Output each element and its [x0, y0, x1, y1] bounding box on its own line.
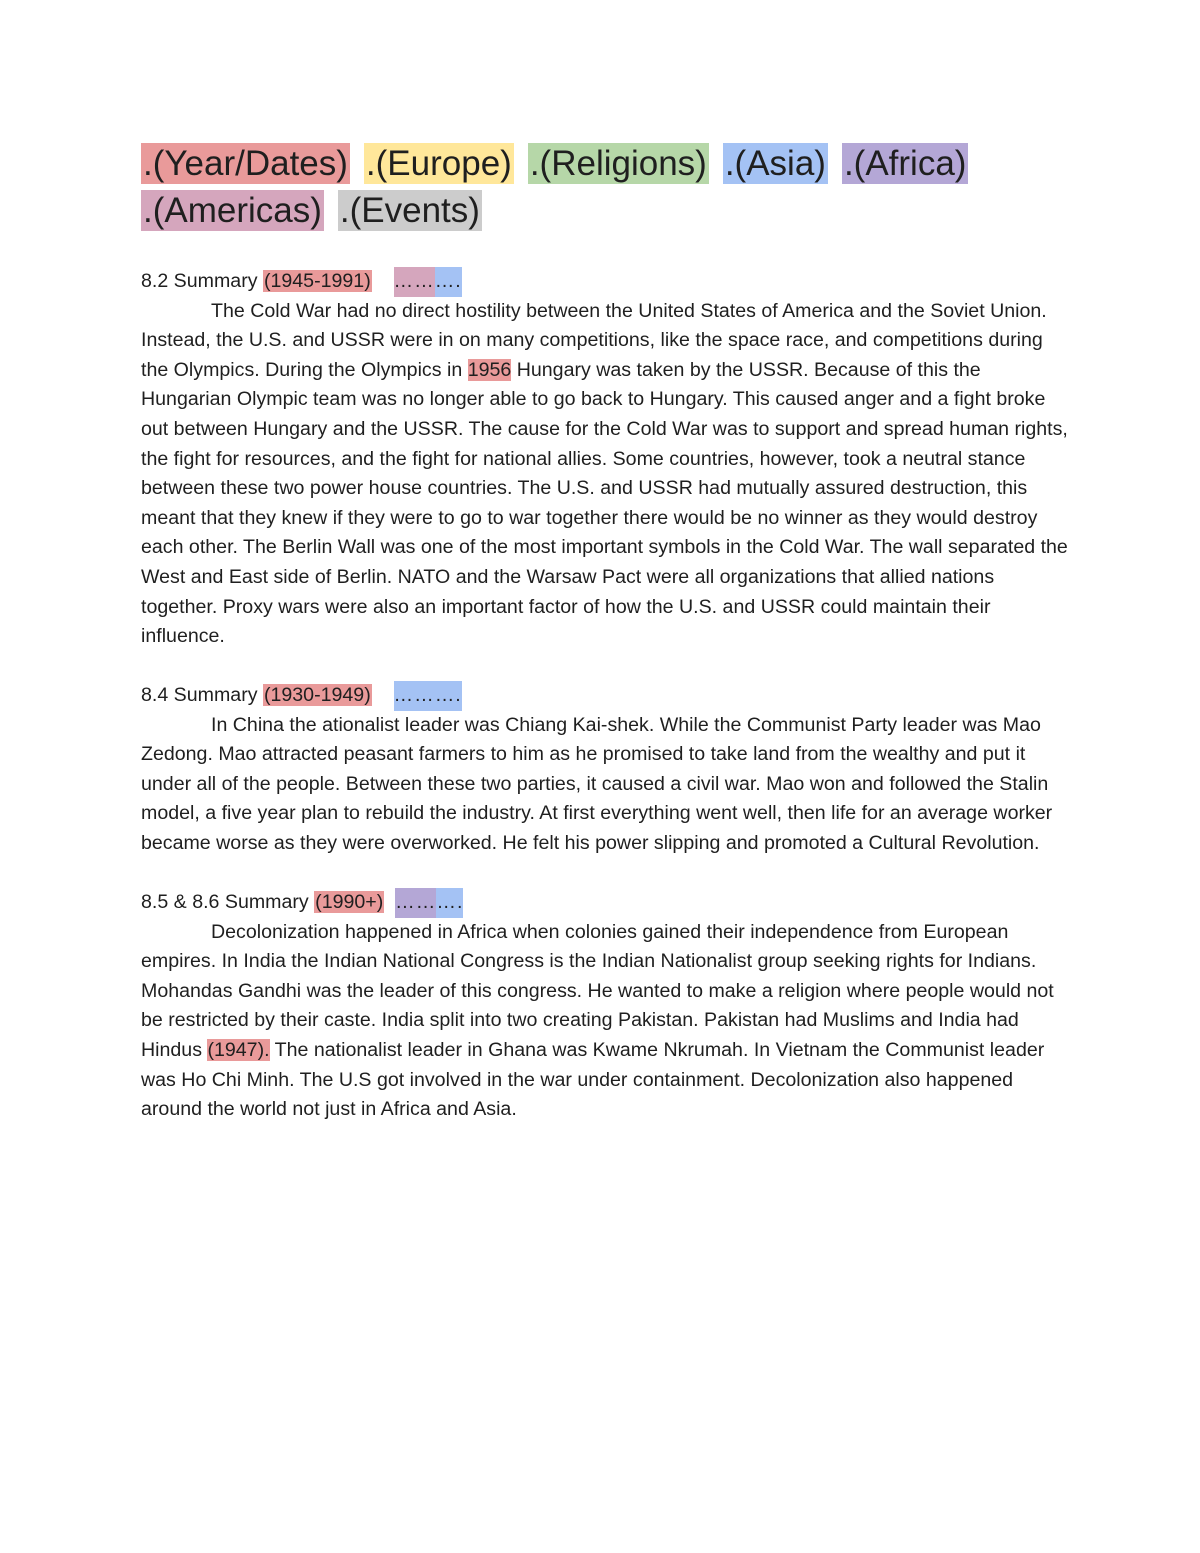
section-title: 8.4 Summary: [141, 684, 258, 707]
year-highlight: 1956: [467, 358, 512, 381]
date-range-highlight: (1990+): [315, 891, 384, 914]
section-heading: [141, 888, 1071, 918]
body-text-part: The nationalist leader in Ghana was Kwame Nkrumah. In Vietnam the Communist leader was Ho Chi Minh. The U.S got involved in the war under containment. Decolonization also happened around the world not just in Africa and Asia.: [141, 1039, 1045, 1121]
section-8-2: [141, 267, 1071, 652]
asia-marker: ….: [435, 267, 462, 297]
legend-africa: .(Africa): [843, 144, 967, 183]
body-text-part: Decolonization happened in Africa when colonies gained their independence from European empires. In India the Indian National Congress is the Indian Nationalist group seeking rights for Indians. Mohandas Gandhi was the leader of this congress. He wanted to make a religion where people would not be restricted by their caste. India split into two creating Pakistan. Pakistan had Muslims and India had Hindus: [141, 920, 1054, 1062]
legend-europe: .(Europe): [365, 144, 512, 183]
section-body: In China the ationalist leader was Chiang Kai-shek. While the Communist Party leader was Mao Zedong. Mao attracted peasant farmers to him as he promised to take land from the wealthy and put it under all of the people. Between these two parties, it caused a civil war. Mao won and followed the Stalin model, a five year plan to rebuild the industry. At first everything went well, then life for an average worker became worse as they were overworked. He felt his power slipping and promoted a Cultural Revolution.: [141, 713, 1053, 855]
section-8-5-8-6: [141, 888, 1071, 1125]
section-body: [141, 297, 1071, 652]
date-range-highlight: (1945-1991): [263, 270, 371, 292]
section-heading: [141, 681, 1071, 711]
section-heading: [141, 267, 1071, 297]
section-title: 8.2 Summary: [141, 270, 258, 292]
color-legend: [141, 140, 1071, 234]
americas-marker: ……: [394, 267, 435, 297]
date-range-highlight: (1930-1949): [263, 684, 371, 707]
body-text-part: The Cold War had no direct hostility between the United States of America and the Soviet Union. Instead, the U.S. and USSR were in on many competitions, like the space race, and competitions during the Olympics. During the Olympics in: [141, 299, 1047, 381]
year-highlight: (1947).: [207, 1039, 270, 1062]
legend-year-dates: .(Year/Dates): [143, 144, 348, 183]
body-text-part: Hungary was taken by the USSR. Because of this the Hungarian Olympic team was no longer able to go back to Hungary. This caused anger and a fight broke out between Hungary and the USSR. The cause for the Cold War was to support and spread human rights, the fight for resources, and the fight for national allies. Some countries, however, took a neutral stance between these two power house countries. The U.S. and USSR had mutually assured destruction, this meant that they knew if they were to go to war together there would be no winner as they would destroy each other. The Berlin Wall was one of the most important symbols in the Cold War. The wall separated the West and East side of Berlin. NATO and the Warsaw Pact were all organizations that allied nations together. Proxy wars were also an important factor of how the U.S. and USSR could maintain their influence.: [141, 358, 1068, 648]
legend-events: .(Events): [339, 191, 480, 230]
legend-religions: .(Religions): [529, 144, 707, 183]
document-page: [141, 140, 1071, 1125]
legend-asia: .(Asia): [724, 144, 826, 183]
section-body: [141, 918, 1071, 1125]
asia-marker: ….: [436, 888, 463, 918]
section-title: 8.5 & 8.6 Summary: [141, 891, 309, 914]
legend-americas: .(Americas): [143, 191, 322, 230]
asia-marker: ……….: [394, 681, 462, 711]
section-8-4: [141, 681, 1071, 859]
africa-marker: ……: [395, 888, 436, 918]
